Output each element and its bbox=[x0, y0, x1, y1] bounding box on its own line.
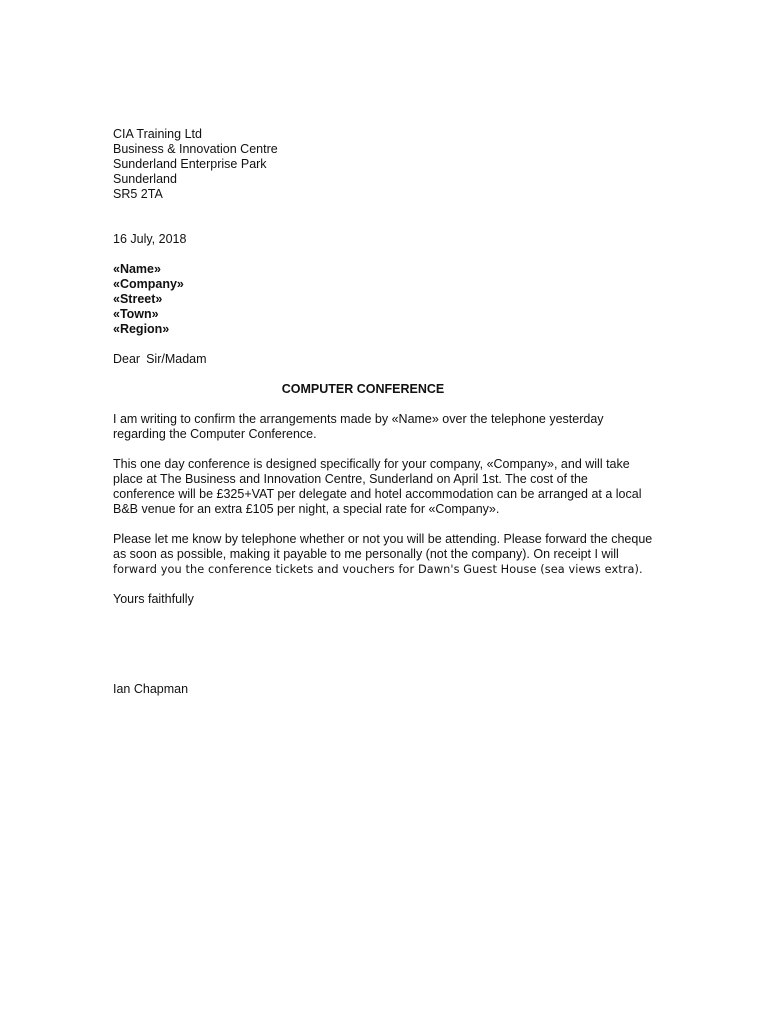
body-paragraph bbox=[113, 457, 642, 517]
letter-page bbox=[113, 127, 673, 697]
salutation bbox=[113, 352, 673, 367]
sender-line: SR5 2TA bbox=[113, 187, 163, 201]
subject-heading: COMPUTER CONFERENCE bbox=[281, 382, 445, 396]
letter-date: 16 July, 2018 bbox=[113, 232, 187, 246]
body-line: conference will be £325+VAT per delegate and hotel accommodation can be arranged at a local bbox=[113, 487, 642, 501]
merge-field-region: «Region» bbox=[113, 322, 170, 336]
body-line: forward you the conference tickets and vouchers for Dawn's Guest House (sea views extra). bbox=[113, 563, 643, 576]
merge-field-name: «Name» bbox=[113, 262, 161, 276]
salutation-addressee: Sir/Madam bbox=[146, 352, 207, 366]
signature-name: Ian Chapman bbox=[113, 682, 189, 696]
sender-line: Sunderland Enterprise Park bbox=[113, 157, 267, 171]
body-line: This one day conference is designed specifically for your company, «Company», and will take bbox=[113, 457, 630, 471]
sender-line: CIA Training Ltd bbox=[113, 127, 202, 141]
body-line: place at The Business and Innovation Centre, Sunderland on April 1st. The cost of the bbox=[113, 472, 588, 486]
body-paragraph bbox=[113, 412, 633, 442]
complimentary-close: Yours faithfully bbox=[113, 592, 194, 606]
body-line: regarding the Computer Conference. bbox=[113, 427, 317, 441]
merge-field-town: «Town» bbox=[113, 307, 159, 321]
body-line: I am writing to confirm the arrangements made by «Name» over the telephone yesterday bbox=[113, 412, 604, 426]
sender-line: Sunderland bbox=[113, 172, 177, 186]
recipient-address bbox=[113, 262, 673, 337]
merge-field-company: «Company» bbox=[113, 277, 184, 291]
body-line: as soon as possible, making it payable to me personally (not the company). On receipt I will bbox=[113, 547, 619, 561]
sender-line: Business & Innovation Centre bbox=[113, 142, 278, 156]
salutation-word: Dear bbox=[113, 352, 141, 366]
sender-address bbox=[113, 127, 673, 202]
merge-field-street: «Street» bbox=[113, 292, 163, 306]
body-paragraph bbox=[113, 532, 653, 577]
body-line: B&B venue for an extra £105 per night, a special rate for «Company». bbox=[113, 502, 500, 516]
body-line: Please let me know by telephone whether or not you will be attending. Please forward the cheque bbox=[113, 532, 653, 546]
